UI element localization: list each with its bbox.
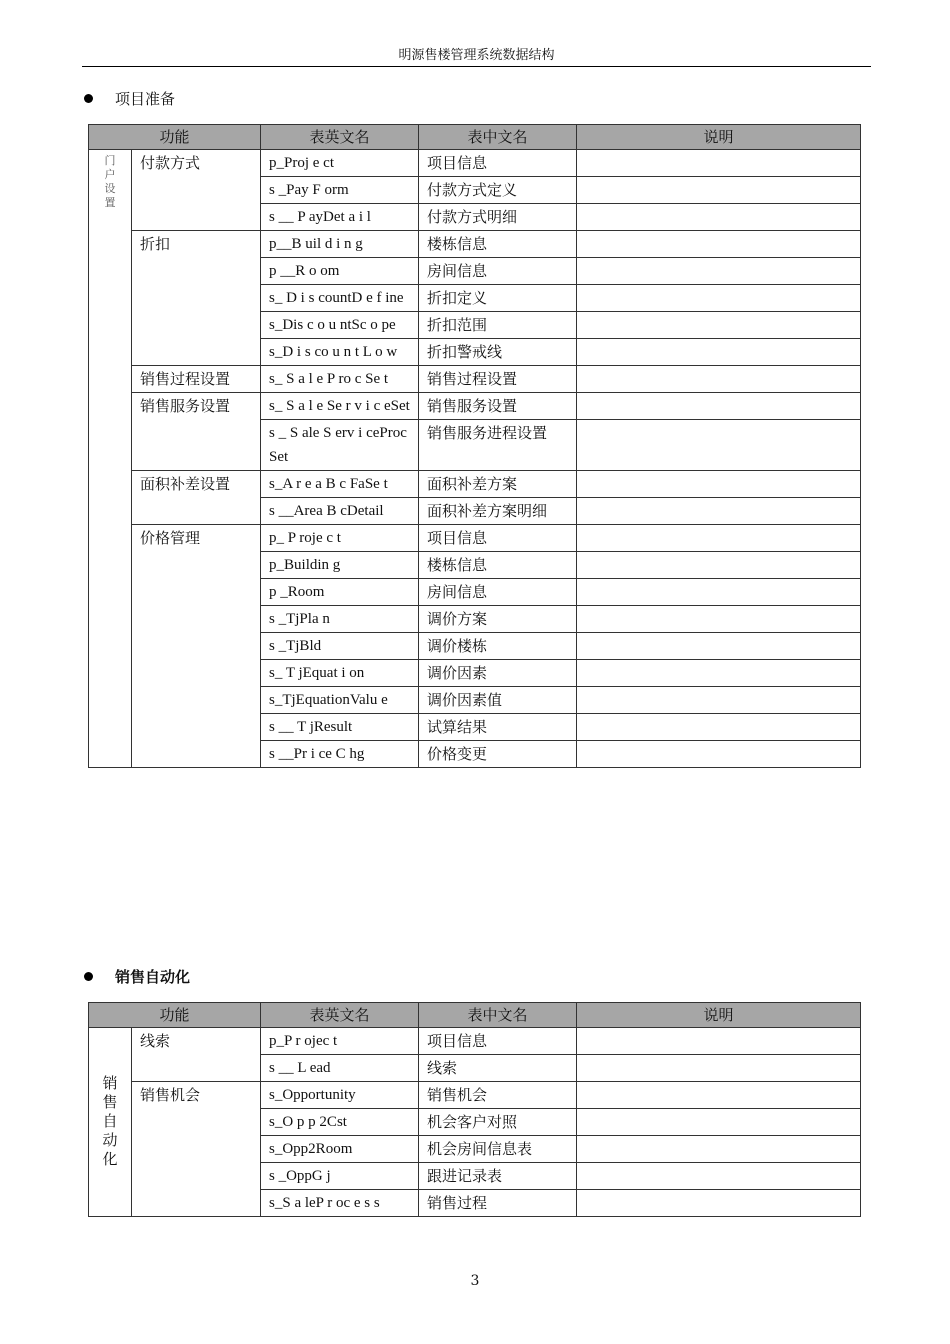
table-en-name: s __ T jResult (261, 714, 419, 741)
table-cn-name: 面积补差方案 (419, 471, 577, 498)
table-row (89, 393, 861, 420)
table-en-name: s __ L ead (261, 1055, 419, 1082)
table-row (89, 1082, 861, 1109)
table-cn-name: 楼栋信息 (419, 231, 577, 258)
description-cell (577, 1055, 861, 1082)
table-en-name: p_P r ojec t (261, 1028, 419, 1055)
table-row (89, 471, 861, 498)
table-en-name: s_ D i s countD e f ine (261, 285, 419, 312)
description-cell (577, 525, 861, 552)
col-header-function: 功能 (89, 125, 261, 150)
table-cn-name: 机会客户对照 (419, 1109, 577, 1136)
table-cn-name: 价格变更 (419, 741, 577, 768)
table-en-name: s __Area B cDetail (261, 498, 419, 525)
table-row (89, 366, 861, 393)
description-cell (577, 498, 861, 525)
description-cell (577, 633, 861, 660)
description-cell (577, 714, 861, 741)
description-cell (577, 1082, 861, 1109)
table-en-name: s_ S a l e P ro c Se t (261, 366, 419, 393)
table-cn-name: 楼栋信息 (419, 552, 577, 579)
table-en-name: s __ P ayDet a i l (261, 204, 419, 231)
section-heading-project-prep: 项目准备 (84, 89, 175, 109)
table-cn-name: 付款方式明细 (419, 204, 577, 231)
description-cell (577, 312, 861, 339)
col-header-en-name: 表英文名 (261, 1003, 419, 1028)
group-label: 门户设置 (104, 154, 116, 209)
description-cell (577, 1109, 861, 1136)
description-cell (577, 285, 861, 312)
table-cn-name: 调价楼栋 (419, 633, 577, 660)
description-cell (577, 339, 861, 366)
table-en-name: s_Opportunity (261, 1082, 419, 1109)
description-cell (577, 231, 861, 258)
description-cell (577, 579, 861, 606)
table-cn-name: 销售过程设置 (419, 366, 577, 393)
description-cell (577, 393, 861, 420)
page-header (82, 46, 871, 67)
table-en-name: p_ P roje c t (261, 525, 419, 552)
description-cell (577, 150, 861, 177)
table-en-name: s_Dis c o u ntSc o pe (261, 312, 419, 339)
bullet-icon (84, 94, 93, 103)
col-header-cn-name: 表中文名 (419, 1003, 577, 1028)
col-header-function: 功能 (89, 1003, 261, 1028)
table-row (89, 1028, 861, 1055)
table-cn-name: 销售服务设置 (419, 393, 577, 420)
table-header-row (89, 125, 861, 150)
table-cn-name: 折扣定义 (419, 285, 577, 312)
description-cell (577, 471, 861, 498)
table-header-row (89, 1003, 861, 1028)
table-en-name: s_Opp2Room (261, 1136, 419, 1163)
description-cell (577, 741, 861, 768)
description-cell (577, 177, 861, 204)
description-cell (577, 606, 861, 633)
page-number: 3 (470, 1273, 480, 1289)
description-cell (577, 420, 861, 471)
table-cn-name: 项目信息 (419, 525, 577, 552)
table-en-name: p _Room (261, 579, 419, 606)
table-cn-name: 调价因素值 (419, 687, 577, 714)
table-cn-name: 折扣范围 (419, 312, 577, 339)
bullet-icon (84, 972, 93, 981)
function-cell: 面积补差设置 (132, 471, 261, 525)
table-cn-name: 房间信息 (419, 579, 577, 606)
col-header-description: 说明 (577, 1003, 861, 1028)
description-cell (577, 1190, 861, 1217)
table-row (89, 231, 861, 258)
table-en-name: s_ S a l e Se r v i c eSet (261, 393, 419, 420)
table-row (89, 525, 861, 552)
table-cn-name: 机会房间信息表 (419, 1136, 577, 1163)
table-en-name: p__B uil d i n g (261, 231, 419, 258)
table-cn-name: 销售过程 (419, 1190, 577, 1217)
table-en-name: p_Buildin g (261, 552, 419, 579)
function-cell: 付款方式 (132, 150, 261, 231)
description-cell (577, 1028, 861, 1055)
table-en-name: s _OppG j (261, 1163, 419, 1190)
table-cn-name: 调价因素 (419, 660, 577, 687)
description-cell (577, 204, 861, 231)
table-cn-name: 项目信息 (419, 150, 577, 177)
table-en-name: s_D i s co u n t L o w (261, 339, 419, 366)
table-cn-name: 项目信息 (419, 1028, 577, 1055)
table-en-name: p_Proj e ct (261, 150, 419, 177)
table-en-name: s __Pr i ce C hg (261, 741, 419, 768)
group-cell-project-prep (89, 150, 132, 768)
table-cn-name: 调价方案 (419, 606, 577, 633)
function-cell: 折扣 (132, 231, 261, 366)
description-cell (577, 660, 861, 687)
table-cn-name: 房间信息 (419, 258, 577, 285)
group-cell-sales-automation (89, 1028, 132, 1217)
col-header-en-name: 表英文名 (261, 125, 419, 150)
table-en-name: p __R o om (261, 258, 419, 285)
description-cell (577, 258, 861, 285)
table-en-name: s _TjPla n (261, 606, 419, 633)
project-prep-table (88, 124, 861, 768)
description-cell (577, 552, 861, 579)
group-label: 销售自动化 (102, 1073, 118, 1168)
table-en-name: s_TjEquationValu e (261, 687, 419, 714)
function-cell: 销售过程设置 (132, 366, 261, 393)
table-en-name: s_A r e a B c FaSe t (261, 471, 419, 498)
description-cell (577, 366, 861, 393)
table-en-name: s_O p p 2Cst (261, 1109, 419, 1136)
table-en-name: s _Pay F orm (261, 177, 419, 204)
description-cell (577, 1136, 861, 1163)
section-heading-sales-automation: 销售自动化 (84, 967, 190, 987)
function-cell: 价格管理 (132, 525, 261, 768)
table-en-name: s_S a leP r oc e s s (261, 1190, 419, 1217)
function-cell: 销售机会 (132, 1082, 261, 1217)
col-header-description: 说明 (577, 125, 861, 150)
table-cn-name: 跟进记录表 (419, 1163, 577, 1190)
table-cn-name: 线索 (419, 1055, 577, 1082)
sales-automation-table (88, 1002, 861, 1217)
document-title: 明源售楼管理系统数据结构 (398, 48, 555, 63)
table-cn-name: 面积补差方案明细 (419, 498, 577, 525)
table-cn-name: 销售服务进程设置 (419, 420, 577, 471)
description-cell (577, 1163, 861, 1190)
table-cn-name: 销售机会 (419, 1082, 577, 1109)
table-en-name: s _ S ale S erv i ceProcSet (261, 420, 419, 471)
description-cell (577, 687, 861, 714)
table-row (89, 150, 861, 177)
col-header-cn-name: 表中文名 (419, 125, 577, 150)
function-cell: 线索 (132, 1028, 261, 1082)
table-cn-name: 试算结果 (419, 714, 577, 741)
table-cn-name: 付款方式定义 (419, 177, 577, 204)
table-en-name: s _TjBld (261, 633, 419, 660)
table-cn-name: 折扣警戒线 (419, 339, 577, 366)
table-en-name: s_ T jEquat i on (261, 660, 419, 687)
function-cell: 销售服务设置 (132, 393, 261, 471)
